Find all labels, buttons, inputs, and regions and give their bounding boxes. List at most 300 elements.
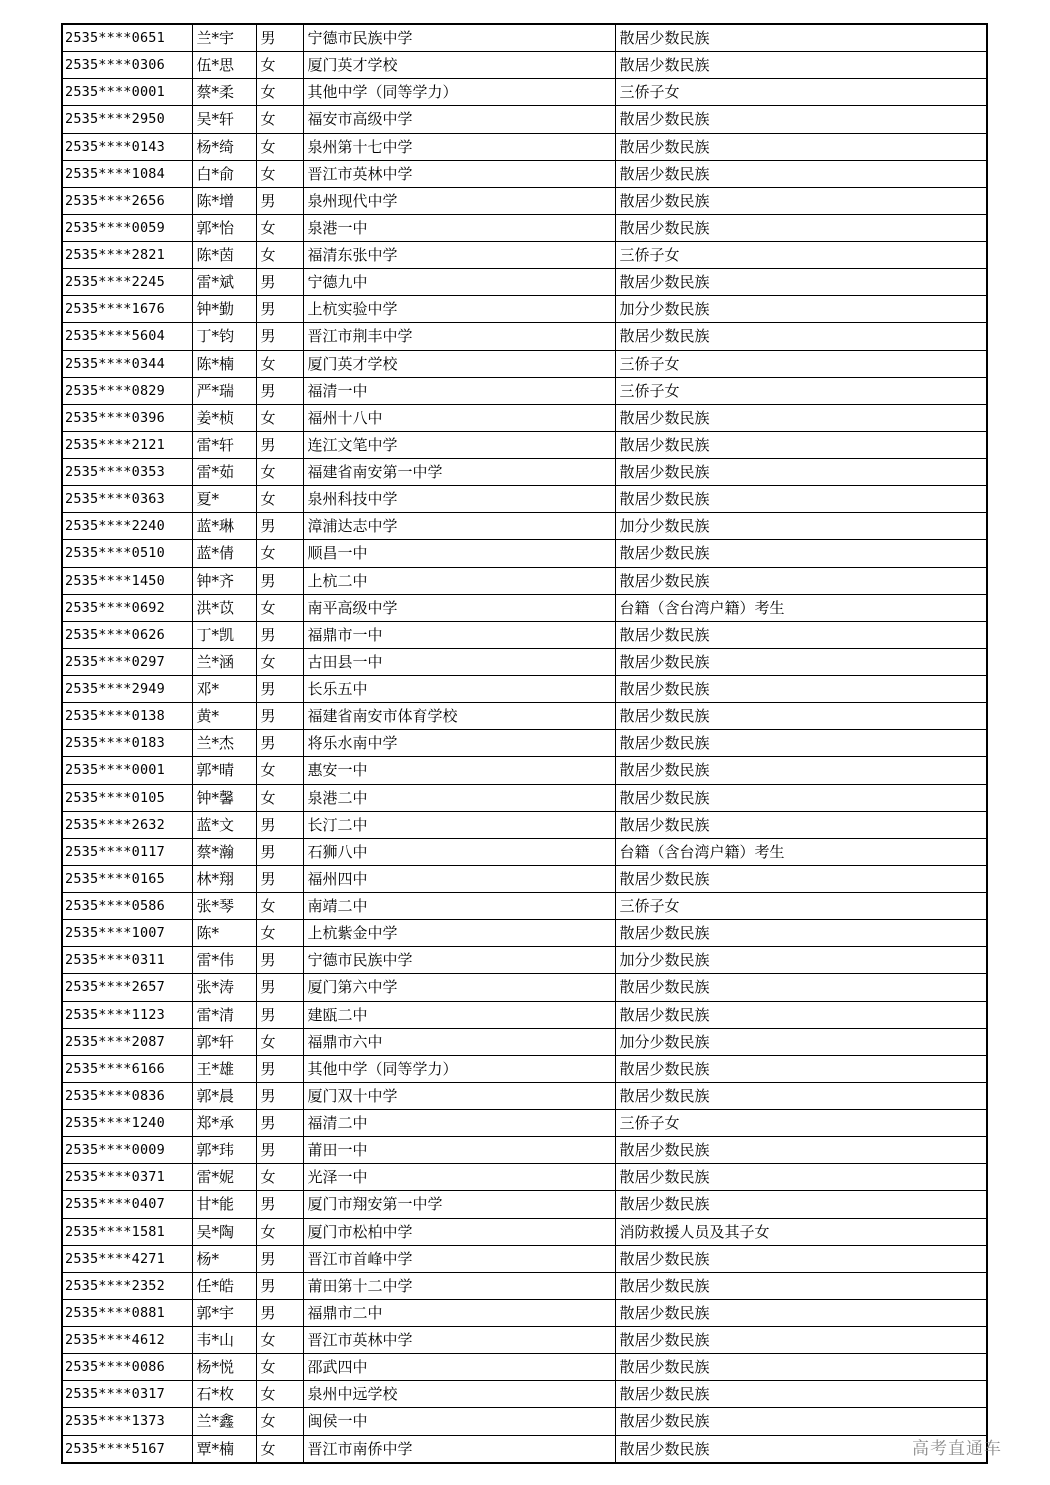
name-cell: 钟*馨 xyxy=(192,784,256,811)
table-row xyxy=(62,1299,987,1326)
name-cell: 兰*鑫 xyxy=(192,1408,256,1435)
gender-cell: 男 xyxy=(256,431,303,458)
school-cell: 泉州中远学校 xyxy=(303,1381,615,1408)
table-row xyxy=(62,160,987,187)
category-cell: 散居少数民族 xyxy=(615,865,987,892)
school-cell: 南平高级中学 xyxy=(303,594,615,621)
school-cell: 福清二中 xyxy=(303,1110,615,1137)
exam-number-cell: 2535****0317 xyxy=(62,1381,192,1408)
name-cell: 石*枚 xyxy=(192,1381,256,1408)
exam-number-cell: 2535****0371 xyxy=(62,1164,192,1191)
school-cell: 福清一中 xyxy=(303,377,615,404)
exam-number-cell: 2535****2950 xyxy=(62,106,192,133)
name-cell: 钟*齐 xyxy=(192,567,256,594)
name-cell: 陈*楠 xyxy=(192,350,256,377)
exam-number-cell: 2535****0626 xyxy=(62,621,192,648)
school-cell: 宁德九中 xyxy=(303,269,615,296)
category-cell: 散居少数民族 xyxy=(615,106,987,133)
category-cell: 加分少数民族 xyxy=(615,1028,987,1055)
name-cell: 雷*茹 xyxy=(192,459,256,486)
candidate-table-body xyxy=(62,24,987,1463)
school-cell: 晋江市英林中学 xyxy=(303,1327,615,1354)
exam-number-cell: 2535****1450 xyxy=(62,567,192,594)
school-cell: 其他中学（同等学力） xyxy=(303,79,615,106)
table-row xyxy=(62,1435,987,1463)
name-cell: 蔡*柔 xyxy=(192,79,256,106)
table-row xyxy=(62,1001,987,1028)
watermark-text: 高考直通车 xyxy=(912,1439,1002,1459)
exam-number-cell: 2535****0586 xyxy=(62,893,192,920)
exam-number-cell: 2535****6166 xyxy=(62,1055,192,1082)
school-cell: 上杭实验中学 xyxy=(303,296,615,323)
exam-number-cell: 2535****0396 xyxy=(62,404,192,431)
table-row xyxy=(62,1218,987,1245)
category-cell: 三侨子女 xyxy=(615,1110,987,1137)
gender-cell: 男 xyxy=(256,730,303,757)
table-row xyxy=(62,1327,987,1354)
gender-cell: 女 xyxy=(256,540,303,567)
category-cell: 加分少数民族 xyxy=(615,296,987,323)
table-row xyxy=(62,621,987,648)
name-cell: 蓝*倩 xyxy=(192,540,256,567)
table-row xyxy=(62,838,987,865)
school-cell: 漳浦达志中学 xyxy=(303,513,615,540)
school-cell: 石狮八中 xyxy=(303,838,615,865)
table-row xyxy=(62,974,987,1001)
gender-cell: 女 xyxy=(256,648,303,675)
category-cell: 散居少数民族 xyxy=(615,1408,987,1435)
exam-number-cell: 2535****0306 xyxy=(62,52,192,79)
school-cell: 将乐水南中学 xyxy=(303,730,615,757)
table-row xyxy=(62,513,987,540)
gender-cell: 男 xyxy=(256,621,303,648)
school-cell: 福鼎市一中 xyxy=(303,621,615,648)
category-cell: 散居少数民族 xyxy=(615,459,987,486)
name-cell: 姜*桢 xyxy=(192,404,256,431)
name-cell: 陈*增 xyxy=(192,187,256,214)
exam-number-cell: 2535****0829 xyxy=(62,377,192,404)
gender-cell: 男 xyxy=(256,24,303,52)
exam-number-cell: 2535****0510 xyxy=(62,540,192,567)
gender-cell: 女 xyxy=(256,459,303,486)
table-row xyxy=(62,920,987,947)
school-cell: 福建省南安市体育学校 xyxy=(303,703,615,730)
table-row xyxy=(62,730,987,757)
exam-number-cell: 2535****0881 xyxy=(62,1299,192,1326)
school-cell: 厦门市翔安第一中学 xyxy=(303,1191,615,1218)
gender-cell: 女 xyxy=(256,350,303,377)
category-cell: 散居少数民族 xyxy=(615,974,987,1001)
gender-cell: 女 xyxy=(256,594,303,621)
name-cell: 白*俞 xyxy=(192,160,256,187)
exam-number-cell: 2535****1007 xyxy=(62,920,192,947)
name-cell: 兰*涵 xyxy=(192,648,256,675)
category-cell: 三侨子女 xyxy=(615,350,987,377)
exam-number-cell: 2535****1581 xyxy=(62,1218,192,1245)
name-cell: 杨* xyxy=(192,1245,256,1272)
category-cell: 散居少数民族 xyxy=(615,1299,987,1326)
table-row xyxy=(62,52,987,79)
name-cell: 兰*宇 xyxy=(192,24,256,52)
gender-cell: 女 xyxy=(256,757,303,784)
table-row xyxy=(62,106,987,133)
school-cell: 邵武四中 xyxy=(303,1354,615,1381)
gender-cell: 男 xyxy=(256,1137,303,1164)
exam-number-cell: 2535****2821 xyxy=(62,242,192,269)
exam-number-cell: 2535****0117 xyxy=(62,838,192,865)
exam-number-cell: 2535****2657 xyxy=(62,974,192,1001)
exam-number-cell: 2535****0353 xyxy=(62,459,192,486)
name-cell: 张*涛 xyxy=(192,974,256,1001)
exam-number-cell: 2535****0183 xyxy=(62,730,192,757)
name-cell: 郭*晴 xyxy=(192,757,256,784)
name-cell: 覃*楠 xyxy=(192,1435,256,1463)
gender-cell: 男 xyxy=(256,269,303,296)
category-cell: 散居少数民族 xyxy=(615,323,987,350)
gender-cell: 男 xyxy=(256,513,303,540)
category-cell: 散居少数民族 xyxy=(615,1001,987,1028)
name-cell: 雷*清 xyxy=(192,1001,256,1028)
name-cell: 郑*承 xyxy=(192,1110,256,1137)
category-cell: 散居少数民族 xyxy=(615,1082,987,1109)
school-cell: 晋江市首峰中学 xyxy=(303,1245,615,1272)
category-cell: 散居少数民族 xyxy=(615,540,987,567)
school-cell: 惠安一中 xyxy=(303,757,615,784)
school-cell: 建瓯二中 xyxy=(303,1001,615,1028)
exam-number-cell: 2535****1373 xyxy=(62,1408,192,1435)
school-cell: 光泽一中 xyxy=(303,1164,615,1191)
category-cell: 散居少数民族 xyxy=(615,811,987,838)
exam-number-cell: 2535****2632 xyxy=(62,811,192,838)
exam-number-cell: 2535****1676 xyxy=(62,296,192,323)
table-row xyxy=(62,540,987,567)
gender-cell: 男 xyxy=(256,567,303,594)
exam-number-cell: 2535****2121 xyxy=(62,431,192,458)
category-cell: 加分少数民族 xyxy=(615,513,987,540)
gender-cell: 男 xyxy=(256,1082,303,1109)
gender-cell: 男 xyxy=(256,1055,303,1082)
name-cell: 邓* xyxy=(192,676,256,703)
name-cell: 陈*茵 xyxy=(192,242,256,269)
school-cell: 泉州科技中学 xyxy=(303,486,615,513)
school-cell: 泉港二中 xyxy=(303,784,615,811)
gender-cell: 男 xyxy=(256,947,303,974)
table-row xyxy=(62,133,987,160)
gender-cell: 男 xyxy=(256,187,303,214)
gender-cell: 女 xyxy=(256,404,303,431)
exam-number-cell: 2535****2245 xyxy=(62,269,192,296)
table-row xyxy=(62,1137,987,1164)
table-row xyxy=(62,1381,987,1408)
exam-number-cell: 2535****5604 xyxy=(62,323,192,350)
name-cell: 林*翔 xyxy=(192,865,256,892)
school-cell: 闽侯一中 xyxy=(303,1408,615,1435)
exam-number-cell: 2535****0009 xyxy=(62,1137,192,1164)
gender-cell: 男 xyxy=(256,1245,303,1272)
exam-number-cell: 2535****0001 xyxy=(62,79,192,106)
exam-number-cell: 2535****0105 xyxy=(62,784,192,811)
exam-number-cell: 2535****2949 xyxy=(62,676,192,703)
category-cell: 散居少数民族 xyxy=(615,1272,987,1299)
exam-number-cell: 2535****0143 xyxy=(62,133,192,160)
name-cell: 张*琴 xyxy=(192,893,256,920)
school-cell: 古田县一中 xyxy=(303,648,615,675)
table-row xyxy=(62,676,987,703)
name-cell: 甘*能 xyxy=(192,1191,256,1218)
category-cell: 散居少数民族 xyxy=(615,730,987,757)
category-cell: 散居少数民族 xyxy=(615,621,987,648)
school-cell: 福建省南安第一中学 xyxy=(303,459,615,486)
exam-number-cell: 2535****0086 xyxy=(62,1354,192,1381)
gender-cell: 女 xyxy=(256,893,303,920)
gender-cell: 女 xyxy=(256,133,303,160)
exam-number-cell: 2535****2087 xyxy=(62,1028,192,1055)
name-cell: 吴*陶 xyxy=(192,1218,256,1245)
name-cell: 郭*玮 xyxy=(192,1137,256,1164)
table-row xyxy=(62,567,987,594)
school-cell: 厦门双十中学 xyxy=(303,1082,615,1109)
school-cell: 上杭二中 xyxy=(303,567,615,594)
school-cell: 厦门市松柏中学 xyxy=(303,1218,615,1245)
school-cell: 厦门第六中学 xyxy=(303,974,615,1001)
gender-cell: 女 xyxy=(256,1381,303,1408)
gender-cell: 男 xyxy=(256,1001,303,1028)
table-row xyxy=(62,377,987,404)
category-cell: 散居少数民族 xyxy=(615,1245,987,1272)
table-row xyxy=(62,242,987,269)
gender-cell: 女 xyxy=(256,1327,303,1354)
table-row xyxy=(62,1272,987,1299)
category-cell: 散居少数民族 xyxy=(615,1055,987,1082)
gender-cell: 女 xyxy=(256,1408,303,1435)
category-cell: 三侨子女 xyxy=(615,893,987,920)
table-row xyxy=(62,703,987,730)
category-cell: 三侨子女 xyxy=(615,242,987,269)
exam-number-cell: 2535****0059 xyxy=(62,214,192,241)
table-row xyxy=(62,187,987,214)
table-row xyxy=(62,757,987,784)
category-cell: 散居少数民族 xyxy=(615,431,987,458)
category-cell: 散居少数民族 xyxy=(615,703,987,730)
exam-number-cell: 2535****2656 xyxy=(62,187,192,214)
gender-cell: 男 xyxy=(256,838,303,865)
exam-number-cell: 2535****4271 xyxy=(62,1245,192,1272)
gender-cell: 女 xyxy=(256,106,303,133)
school-cell: 顺昌一中 xyxy=(303,540,615,567)
table-row xyxy=(62,79,987,106)
category-cell: 三侨子女 xyxy=(615,377,987,404)
name-cell: 韦*山 xyxy=(192,1327,256,1354)
name-cell: 蔡*瀚 xyxy=(192,838,256,865)
category-cell: 散居少数民族 xyxy=(615,486,987,513)
name-cell: 黄* xyxy=(192,703,256,730)
exam-number-cell: 2535****0407 xyxy=(62,1191,192,1218)
gender-cell: 女 xyxy=(256,1354,303,1381)
gender-cell: 男 xyxy=(256,1299,303,1326)
category-cell: 散居少数民族 xyxy=(615,214,987,241)
name-cell: 雷*轩 xyxy=(192,431,256,458)
name-cell: 任*皓 xyxy=(192,1272,256,1299)
name-cell: 王*雄 xyxy=(192,1055,256,1082)
gender-cell: 女 xyxy=(256,160,303,187)
school-cell: 泉州现代中学 xyxy=(303,187,615,214)
gender-cell: 男 xyxy=(256,1272,303,1299)
name-cell: 伍*思 xyxy=(192,52,256,79)
school-cell: 晋江市南侨中学 xyxy=(303,1435,615,1463)
name-cell: 丁*钧 xyxy=(192,323,256,350)
name-cell: 陈* xyxy=(192,920,256,947)
name-cell: 郭*宇 xyxy=(192,1299,256,1326)
exam-number-cell: 2535****0165 xyxy=(62,865,192,892)
table-row xyxy=(62,1245,987,1272)
table-row xyxy=(62,269,987,296)
exam-number-cell: 2535****1240 xyxy=(62,1110,192,1137)
gender-cell: 男 xyxy=(256,1191,303,1218)
name-cell: 严*瑞 xyxy=(192,377,256,404)
category-cell: 散居少数民族 xyxy=(615,1327,987,1354)
school-cell: 厦门英才学校 xyxy=(303,52,615,79)
gender-cell: 男 xyxy=(256,703,303,730)
name-cell: 杨*悦 xyxy=(192,1354,256,1381)
table-row xyxy=(62,1082,987,1109)
table-row xyxy=(62,1110,987,1137)
gender-cell: 女 xyxy=(256,1218,303,1245)
table-row xyxy=(62,594,987,621)
category-cell: 散居少数民族 xyxy=(615,1164,987,1191)
category-cell: 散居少数民族 xyxy=(615,1137,987,1164)
name-cell: 郭*晨 xyxy=(192,1082,256,1109)
table-row xyxy=(62,1055,987,1082)
table-row xyxy=(62,648,987,675)
name-cell: 雷*伟 xyxy=(192,947,256,974)
category-cell: 散居少数民族 xyxy=(615,404,987,431)
school-cell: 长汀二中 xyxy=(303,811,615,838)
gender-cell: 男 xyxy=(256,1110,303,1137)
category-cell: 台籍（含台湾户籍）考生 xyxy=(615,594,987,621)
category-cell: 台籍（含台湾户籍）考生 xyxy=(615,838,987,865)
gender-cell: 女 xyxy=(256,242,303,269)
category-cell: 三侨子女 xyxy=(615,79,987,106)
gender-cell: 男 xyxy=(256,296,303,323)
exam-number-cell: 2535****0297 xyxy=(62,648,192,675)
gender-cell: 女 xyxy=(256,52,303,79)
school-cell: 莆田第十二中学 xyxy=(303,1272,615,1299)
exam-number-cell: 2535****5167 xyxy=(62,1435,192,1463)
name-cell: 夏* xyxy=(192,486,256,513)
table-row xyxy=(62,323,987,350)
exam-number-cell: 2535****2240 xyxy=(62,513,192,540)
name-cell: 郭*轩 xyxy=(192,1028,256,1055)
gender-cell: 男 xyxy=(256,676,303,703)
category-cell: 散居少数民族 xyxy=(615,920,987,947)
table-row xyxy=(62,459,987,486)
exam-number-cell: 2535****0344 xyxy=(62,350,192,377)
category-cell: 散居少数民族 xyxy=(615,1381,987,1408)
category-cell: 散居少数民族 xyxy=(615,648,987,675)
school-cell: 福鼎市二中 xyxy=(303,1299,615,1326)
table-row xyxy=(62,811,987,838)
table-row xyxy=(62,1191,987,1218)
category-cell: 加分少数民族 xyxy=(615,947,987,974)
school-cell: 南靖二中 xyxy=(303,893,615,920)
school-cell: 连江文笔中学 xyxy=(303,431,615,458)
table-row xyxy=(62,486,987,513)
gender-cell: 女 xyxy=(256,486,303,513)
gender-cell: 女 xyxy=(256,1435,303,1463)
name-cell: 洪*苡 xyxy=(192,594,256,621)
school-cell: 宁德市民族中学 xyxy=(303,947,615,974)
school-cell: 宁德市民族中学 xyxy=(303,24,615,52)
gender-cell: 男 xyxy=(256,811,303,838)
table-row xyxy=(62,947,987,974)
name-cell: 蓝*琳 xyxy=(192,513,256,540)
table-row xyxy=(62,1354,987,1381)
table-row xyxy=(62,865,987,892)
exam-number-cell: 2535****0001 xyxy=(62,757,192,784)
school-cell: 晋江市荆丰中学 xyxy=(303,323,615,350)
category-cell: 散居少数民族 xyxy=(615,187,987,214)
gender-cell: 女 xyxy=(256,1028,303,1055)
table-row xyxy=(62,1408,987,1435)
exam-number-cell: 2535****0836 xyxy=(62,1082,192,1109)
school-cell: 泉港一中 xyxy=(303,214,615,241)
table-row xyxy=(62,431,987,458)
exam-number-cell: 2535****2352 xyxy=(62,1272,192,1299)
name-cell: 雷*斌 xyxy=(192,269,256,296)
school-cell: 福州十八中 xyxy=(303,404,615,431)
name-cell: 雷*妮 xyxy=(192,1164,256,1191)
school-cell: 上杭紫金中学 xyxy=(303,920,615,947)
category-cell: 消防救援人员及其子女 xyxy=(615,1218,987,1245)
school-cell: 莆田一中 xyxy=(303,1137,615,1164)
gender-cell: 女 xyxy=(256,79,303,106)
gender-cell: 男 xyxy=(256,974,303,1001)
gender-cell: 男 xyxy=(256,377,303,404)
category-cell: 散居少数民族 xyxy=(615,676,987,703)
school-cell: 泉州第十七中学 xyxy=(303,133,615,160)
gender-cell: 男 xyxy=(256,865,303,892)
category-cell: 散居少数民族 xyxy=(615,567,987,594)
category-cell: 散居少数民族 xyxy=(615,52,987,79)
exam-number-cell: 2535****1084 xyxy=(62,160,192,187)
table-row xyxy=(62,1028,987,1055)
school-cell: 长乐五中 xyxy=(303,676,615,703)
table-row xyxy=(62,296,987,323)
table-row xyxy=(62,893,987,920)
name-cell: 杨*绮 xyxy=(192,133,256,160)
table-row xyxy=(62,214,987,241)
candidate-table xyxy=(61,23,988,1464)
gender-cell: 女 xyxy=(256,784,303,811)
gender-cell: 女 xyxy=(256,214,303,241)
name-cell: 钟*勤 xyxy=(192,296,256,323)
school-cell: 福安市高级中学 xyxy=(303,106,615,133)
table-row xyxy=(62,784,987,811)
gender-cell: 女 xyxy=(256,1164,303,1191)
school-cell: 福州四中 xyxy=(303,865,615,892)
school-cell: 其他中学（同等学力） xyxy=(303,1055,615,1082)
school-cell: 厦门英才学校 xyxy=(303,350,615,377)
category-cell: 散居少数民族 xyxy=(615,133,987,160)
category-cell: 散居少数民族 xyxy=(615,24,987,52)
exam-number-cell: 2535****0363 xyxy=(62,486,192,513)
category-cell: 散居少数民族 xyxy=(615,1191,987,1218)
name-cell: 兰*杰 xyxy=(192,730,256,757)
gender-cell: 男 xyxy=(256,323,303,350)
category-cell: 散居少数民族 xyxy=(615,1354,987,1381)
table-row xyxy=(62,1164,987,1191)
school-cell: 晋江市英林中学 xyxy=(303,160,615,187)
